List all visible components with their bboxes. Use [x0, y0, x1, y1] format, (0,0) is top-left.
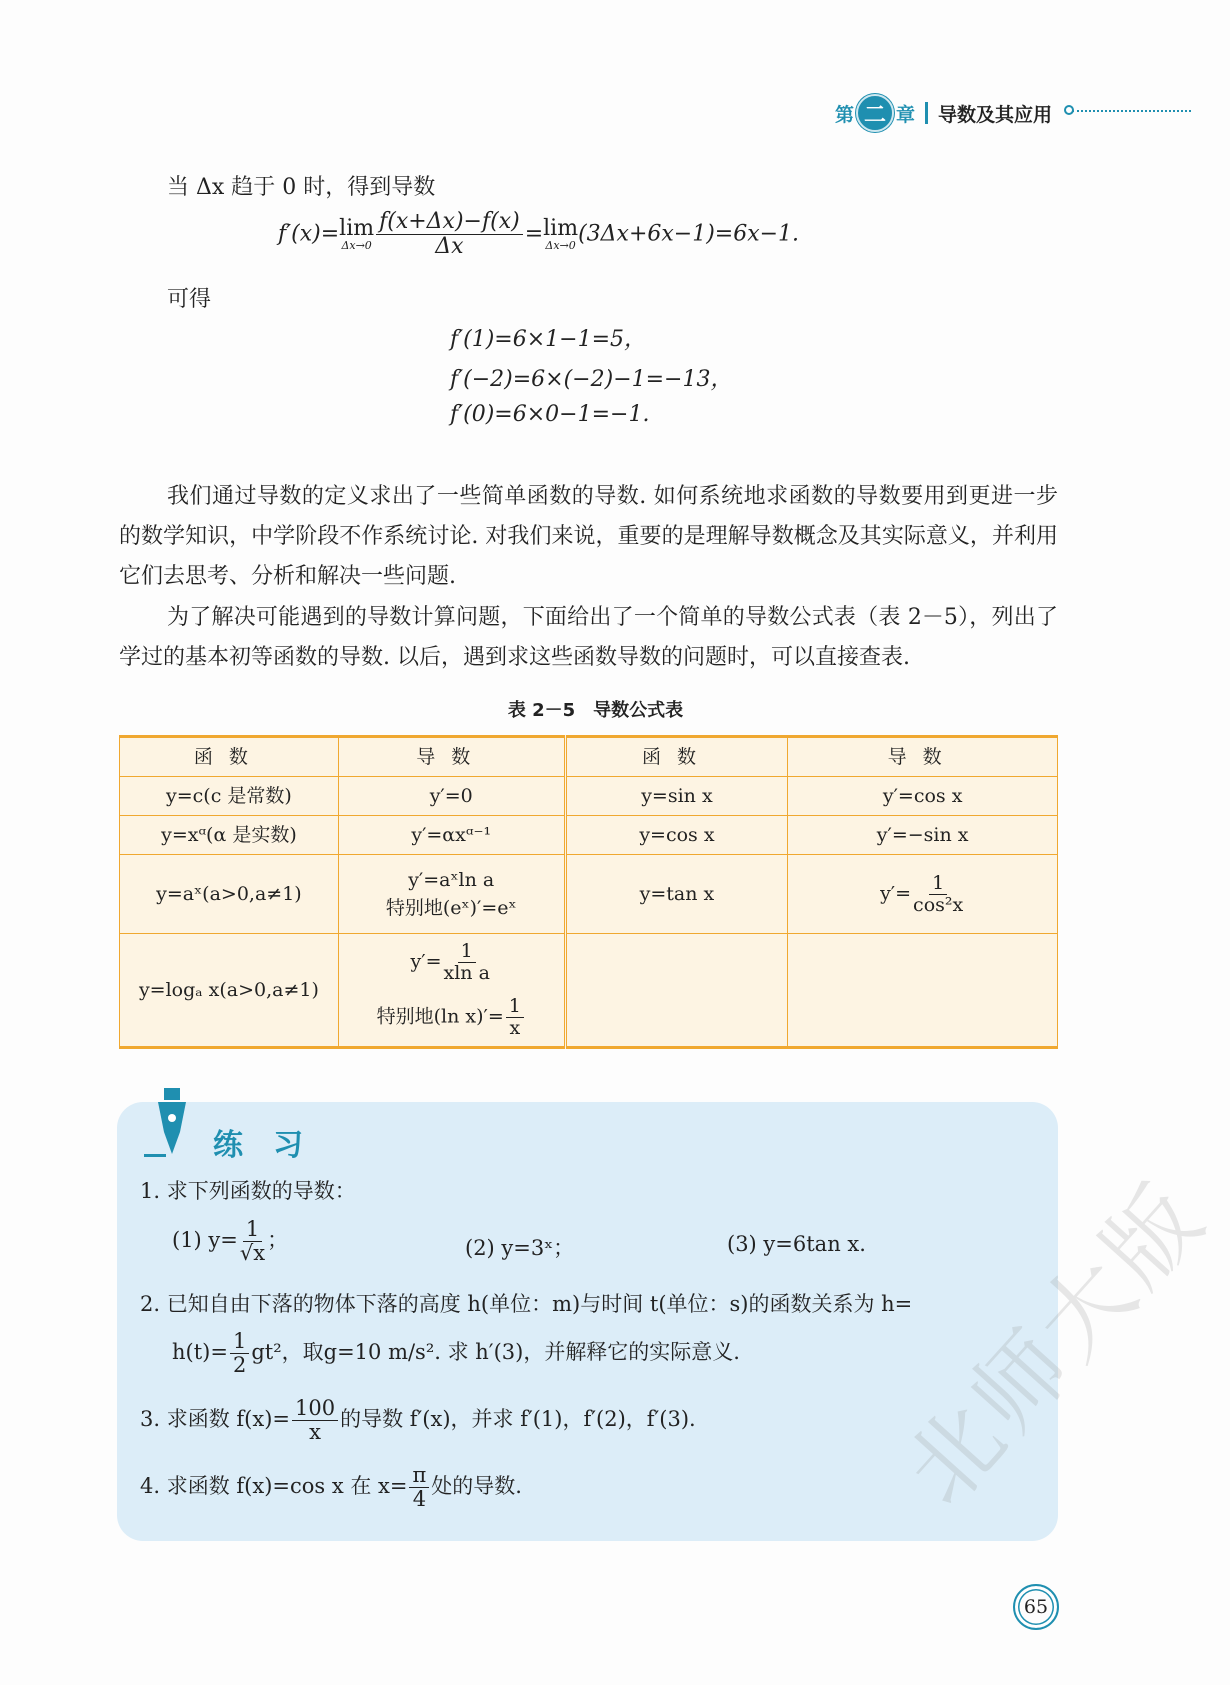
prefix: h(t)= [172, 1340, 228, 1365]
fraction [409, 1464, 429, 1511]
table-cell: y=tan x [565, 855, 788, 934]
prefix: y′= [410, 950, 442, 973]
suffix: gt²，取g=10 m/s². 求 h′(3)，并解释它的实际意义. [251, 1340, 740, 1365]
header-cell: 函数 [120, 737, 339, 777]
suffix: 处的导数. [431, 1474, 522, 1499]
question-1: 1. 求下列函数的导数： [140, 1179, 356, 1203]
suffix: ； [267, 1228, 289, 1253]
fraction [444, 941, 490, 984]
header-dotted-line [1072, 110, 1191, 112]
table-cell: y=c(c 是常数) [120, 777, 339, 816]
denominator: √x [239, 1241, 266, 1266]
paragraph-1: 我们通过导数的定义求出了一些简单函数的导数. 如何系统地求函数的导数要用到更进一步的数学知识，中学阶段不作系统讨论. 对我们来说，重要的是理解导数概念及其实际意义，并利用它们去思考、分析和解决一些问题. [119, 484, 1058, 589]
table-cell: y=aˣ(a>0,a≠1) [120, 855, 339, 934]
question-2-line2 [172, 1330, 740, 1377]
prefix: (1) y= [172, 1228, 238, 1253]
denominator: x [509, 1016, 521, 1039]
header-cell: 导数 [338, 737, 565, 777]
numerator: f(x+Δx)−f(x) [376, 210, 523, 235]
table-cell [788, 855, 1058, 934]
prefix: 4. 求函数 f(x)=cos x 在 x= [140, 1474, 408, 1499]
question-1b: (2) y=3ˣ； [465, 1236, 575, 1260]
denominator: Δx [435, 234, 464, 260]
lim-sub: Δx→0 [545, 239, 576, 253]
denominator: x [309, 1420, 321, 1445]
table-cell [565, 934, 788, 1048]
derivation-intro: 当 Δx 趋于 0 时，得到导数 [167, 175, 436, 200]
fraction [376, 210, 523, 259]
derivative-formula [278, 210, 799, 259]
watermark: 北师大版 [884, 1162, 1227, 1525]
table-cell: y′=cos x [788, 777, 1058, 816]
fountain-pen-icon [140, 1088, 200, 1158]
lim-label: lim [543, 216, 579, 242]
chapter-number-badge: 二 [856, 94, 894, 132]
formula-lhs: f′(x)= [278, 221, 340, 247]
table-cell: y′=αxᵅ⁻¹ [338, 816, 565, 855]
cell-line [339, 996, 564, 1039]
table-cell [338, 934, 565, 1048]
chapter-suffix: 章 [896, 103, 916, 126]
table-cell: y=sin x [565, 777, 788, 816]
result-3: f′(0)=6×0−1=−1. [450, 402, 650, 427]
question-4 [140, 1464, 522, 1511]
fraction [506, 996, 524, 1039]
denominator: xln a [443, 962, 490, 985]
table-cell: y′=−sin x [788, 816, 1058, 855]
result-1: f′(1)=6×1−1=5， [450, 327, 647, 352]
numerator: 1 [458, 941, 476, 963]
numerator: π [409, 1464, 429, 1488]
denominator: 4 [412, 1487, 427, 1512]
fraction [230, 1330, 249, 1377]
equals: = [524, 221, 544, 247]
table-cell: y=xᵅ(α 是实数) [120, 816, 339, 855]
fraction [292, 1397, 338, 1444]
cell-line [339, 941, 564, 984]
kede-label: 可得 [167, 287, 212, 312]
prefix: 特别地(ln x)′= [376, 1005, 504, 1028]
table-cell [338, 855, 565, 934]
exercise-title: 练 习 [213, 1128, 303, 1163]
numerator: 1 [929, 873, 947, 895]
chapter-prefix: 第 [835, 103, 855, 126]
question-3 [140, 1397, 696, 1444]
numerator: 100 [292, 1397, 338, 1421]
lim-sub: Δx→0 [341, 239, 372, 253]
page-number: 65 [1013, 1584, 1059, 1630]
numerator: 1 [230, 1330, 249, 1354]
prefix: y′= [880, 882, 912, 904]
table-caption: 表 2－5 导数公式表 [507, 700, 684, 721]
header-divider [925, 102, 928, 124]
limit [339, 218, 374, 251]
numerator: 1 [506, 996, 524, 1018]
question-1a [172, 1218, 288, 1265]
limit-2 [543, 218, 578, 251]
chapter-header [835, 94, 1052, 132]
fraction [240, 1218, 265, 1265]
table-row [120, 816, 1058, 855]
paragraph-2: 为了解决可能遇到的导数计算问题，下面给出了一个简单的导数公式表（表 2－5），列出了学过的基本初等函数的导数. 以后，遇到求这些函数导数的问题时，可以直接查表. [119, 605, 1058, 670]
table-cell: y′=0 [338, 777, 565, 816]
table-row [120, 777, 1058, 816]
cell-line: y′=aˣln a [408, 868, 495, 891]
header-cell: 函数 [565, 737, 788, 777]
suffix: 的导数 f′(x)，并求 f′(1)，f′(2)，f′(3). [340, 1407, 696, 1432]
cell-line: 特别地(eˣ)′=eˣ [385, 897, 517, 919]
question-2-line1: 2. 已知自由下落的物体下落的高度 h(单位：m)与时间 t(单位：s)的函数关系为 h= [140, 1292, 913, 1316]
table-row [120, 855, 1058, 934]
formula-rest: (3Δx+6x−1)=6x−1. [578, 221, 800, 247]
header-cell: 导数 [788, 737, 1058, 777]
fraction [913, 873, 963, 916]
table-header-row [120, 737, 1058, 777]
denominator: 2 [232, 1353, 247, 1378]
table-cell: y=cos x [565, 816, 788, 855]
table-cell: y=logₐ x(a>0,a≠1) [120, 934, 339, 1048]
table-cell [788, 934, 1058, 1048]
lim-label: lim [339, 216, 375, 242]
question-1c: (3) y=6tan x. [727, 1232, 866, 1256]
chapter-title: 导数及其应用 [938, 103, 1053, 126]
prefix: 3. 求函数 f(x)= [140, 1407, 290, 1432]
derivative-table [119, 735, 1058, 1049]
result-2: f′(−2)=6×(−2)−1=−13， [450, 367, 733, 392]
table-row [120, 934, 1058, 1048]
denominator: cos²x [913, 893, 964, 916]
numerator: 1 [243, 1218, 262, 1242]
